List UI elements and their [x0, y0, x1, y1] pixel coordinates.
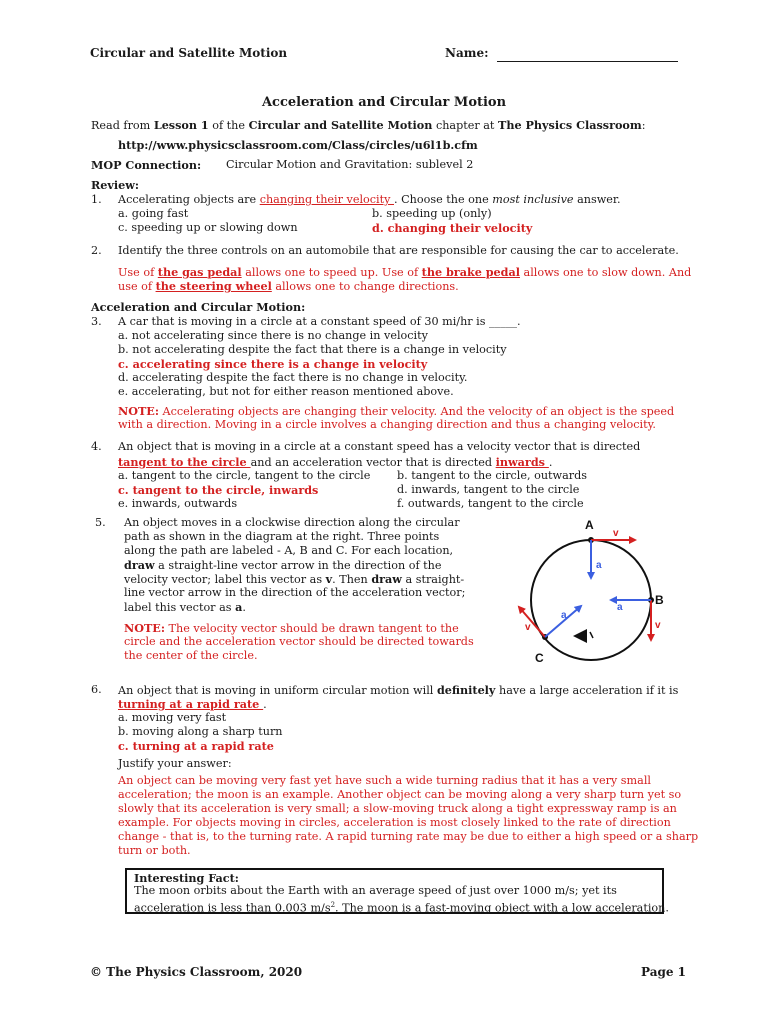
name-label: Name:	[445, 46, 489, 60]
fact-line1: The moon orbits about the Earth with an average speed of just over 1000 m/s; yet its	[134, 884, 617, 897]
q6-justify-line5: change - that is, to the turning rate. A rapid turning rate may be due to either a high speed or a sharp	[118, 830, 699, 843]
page-title: Acceleration and Circular Motion	[261, 95, 507, 110]
q2-stem: Identify the three controls on an automobile that are responsible for causing the car to accelerate.	[118, 244, 679, 257]
q5-note-line2: circle and the acceleration vector should be directed towards	[124, 635, 474, 648]
review-heading: Review:	[91, 178, 140, 192]
q5-note-line3: the center of the circle.	[124, 649, 258, 662]
q4-stem-blanks: tangent to the circle and an acceleration vector that is directed inwards .	[118, 455, 553, 469]
q4-option-c: c. tangent to the circle, inwards	[118, 483, 319, 497]
q4-option-a: a. tangent to the circle, tangent to the circle	[118, 469, 371, 482]
q5-line6: line vector arrow in the direction of the acceleration vector;	[124, 586, 466, 599]
point-b-label: B	[655, 593, 664, 607]
q5-line5: velocity vector; label this vector as v. Then draw a straight-	[124, 572, 465, 586]
q6-stem-blank: turning at a rapid rate .	[118, 697, 267, 711]
q4-option-d: d. inwards, tangent to the circle	[397, 483, 580, 496]
q2-number: 2.	[91, 244, 102, 257]
section-heading: Acceleration and Circular Motion:	[91, 300, 306, 314]
q6-stem: An object that is moving in uniform circular motion will definitely have a large acceleration if it is	[118, 683, 679, 697]
q5-line1: An object moves in a clockwise direction along the circular	[124, 516, 460, 529]
q6-option-a: a. moving very fast	[118, 711, 227, 724]
copyright: © The Physics Classroom, 2020	[90, 965, 303, 979]
q3-option-d: d. accelerating despite the fact there is no change in velocity.	[118, 371, 468, 384]
q6-justify-line1: An object can be moving very fast yet have such a wide turning radius that it has a very small	[118, 774, 651, 787]
q1-option-b: b. speeding up (only)	[372, 207, 492, 220]
q6-justify-line2: acceleration; the moon is an example. Another object can be moving along a very sharp turn yet so	[118, 788, 682, 801]
q3-option-c: c. accelerating since there is a change in velocity	[118, 357, 428, 371]
q6-option-c: c. turning at a rapid rate	[118, 739, 274, 753]
point-c-label: C	[535, 651, 544, 665]
q1-stem: Accelerating objects are changing their velocity . Choose the one most inclusive answer.	[118, 193, 621, 206]
q4-option-f: f. outwards, tangent to the circle	[397, 497, 584, 510]
q6-justify-line4: example. For objects moving in circles, acceleration is most closely linked to the rate of direction	[118, 816, 671, 829]
acceleration-label-a: a	[596, 560, 602, 571]
q6-justify-line3: slowly that its acceleration is very small; a slow-moving truck along a tight expressway ramp is an	[118, 802, 677, 815]
q6-justify-line6: turn or both.	[118, 844, 191, 857]
q5-line3: along the path are labeled - A, B and C. For each location,	[124, 544, 454, 557]
name-field-line[interactable]	[497, 61, 678, 62]
point-a-label: A	[585, 518, 594, 532]
mop-value: Circular Motion and Gravitation: sublevel 2	[226, 158, 474, 171]
course-header: Circular and Satellite Motion	[90, 46, 288, 60]
reading-assignment: Read from Lesson 1 of the Circular and Satellite Motion chapter at The Physics Classroom:	[91, 118, 646, 132]
q3-option-e: e. accelerating, but not for either reason mentioned above.	[118, 385, 454, 398]
acceleration-label-b: a	[617, 602, 623, 613]
q4-stem: An object that is moving in a circle at a constant speed has a velocity vector that is directed	[118, 440, 641, 453]
velocity-label-a: v	[613, 528, 619, 539]
q6-number: 6.	[91, 683, 102, 696]
q3-option-a: a. not accelerating since there is no change in velocity	[118, 329, 428, 342]
q4-answer-1: tangent to the circle	[118, 455, 251, 469]
q3-note-line1: NOTE: Accelerating objects are changing their velocity. And the velocity of an object is the speed	[118, 404, 675, 418]
center-tick	[590, 632, 593, 638]
q3-number: 3.	[91, 315, 102, 328]
q4-option-b: b. tangent to the circle, outwards	[397, 469, 588, 482]
q3-option-b: b. not accelerating despite the fact that there is a change in velocity	[118, 343, 507, 356]
clockwise-direction-arrow	[573, 629, 587, 643]
circular-motion-diagram	[505, 512, 675, 670]
q5-note-line1: NOTE: The velocity vector should be drawn tangent to the	[124, 621, 459, 635]
q3-note-line2: with a direction. Moving in a circle involves a changing direction and thus a changing velocity.	[118, 418, 656, 431]
mop-label: MOP Connection:	[91, 158, 202, 172]
q1-option-c: c. speeding up or slowing down	[118, 221, 298, 234]
q6-option-b: b. moving along a sharp turn	[118, 725, 283, 738]
velocity-label-b: v	[655, 620, 661, 631]
q5-line4: draw a straight-line vector arrow in the direction of the	[124, 558, 442, 572]
q5-line7: label this vector as a.	[124, 600, 246, 614]
q2-answer-line1: Use of the gas pedal allows one to speed up. Use of the brake pedal allows one to slow down. And	[118, 265, 692, 279]
q5-number: 5.	[95, 516, 106, 529]
reading-url[interactable]: http://www.physicsclassroom.com/Class/circles/u6l1b.cfm	[118, 138, 478, 152]
q6-justify-label: Justify your answer:	[118, 757, 232, 770]
page-number: Page 1	[641, 965, 687, 979]
q5-line2: path as shown in the diagram at the right. Three points	[124, 530, 440, 543]
q1-answer: changing their velocity	[259, 193, 394, 206]
q2-answer-line2: use of the steering wheel allows one to change directions.	[118, 279, 459, 293]
fact-heading: Interesting Fact:	[134, 871, 239, 885]
q1-option-d: d. changing their velocity	[372, 221, 533, 235]
velocity-label-c: v	[525, 622, 531, 633]
q1-number: 1.	[91, 193, 102, 206]
q4-answer-2: inwards	[495, 455, 549, 469]
q1-option-a: a. going fast	[118, 207, 189, 220]
q4-number: 4.	[91, 440, 102, 453]
fact-line2: acceleration is less than 0.003 $m/s^2$. The moon is a fast-moving object with a low acceleration.	[134, 901, 669, 915]
q4-option-e: e. inwards, outwards	[118, 497, 238, 510]
acceleration-label-c: a	[561, 610, 567, 621]
q6-answer: turning at a rapid rate	[118, 697, 264, 711]
q3-stem: A car that is moving in a circle at a constant speed of 30 mi/hr is _____.	[118, 315, 521, 328]
